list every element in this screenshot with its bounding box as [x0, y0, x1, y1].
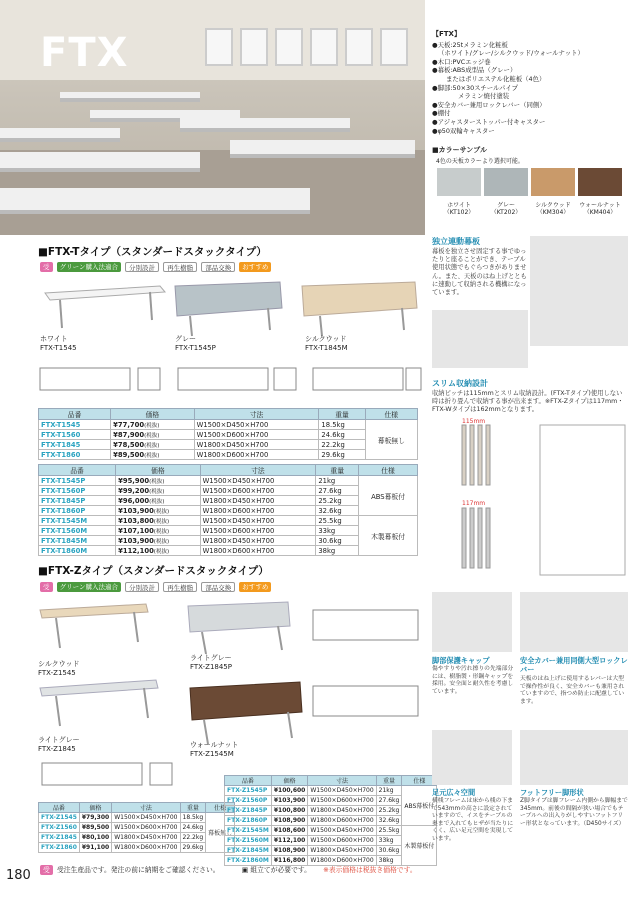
cell-price: ¥95,900 — [118, 476, 150, 485]
cell-price: ¥100,600 — [271, 786, 308, 796]
swatch-code: （KM304） — [536, 209, 570, 216]
caption-model: FTX-Z1545M — [190, 749, 234, 758]
z-table-2 — [224, 775, 437, 866]
cell-code: FTX-T1560 — [39, 430, 111, 440]
th: 価格 — [79, 803, 111, 813]
cell-size: W1800×D450×H700 — [200, 536, 316, 546]
tax-label: (税抜) — [153, 508, 170, 515]
cell-size: W1500×D450×H700 — [200, 476, 316, 486]
spec-line: メラミン焼付塗装 — [458, 92, 510, 101]
cell-price: ¥80,100 — [79, 833, 111, 843]
feature-title: フットフリー脚形状 — [520, 788, 584, 797]
cell-spec: 幕板無し — [365, 420, 417, 460]
th: 寸法 — [200, 465, 316, 476]
cell-size: W1500×D600×H700 — [308, 796, 376, 806]
table-row — [39, 476, 418, 486]
caption-model: FTX-T1545P — [175, 343, 216, 352]
cell-code: FTX-Z1860M — [225, 856, 272, 866]
z-table-1 — [38, 802, 235, 853]
cell-code: FTX-T1560M — [39, 526, 116, 536]
th: 品番 — [39, 465, 116, 476]
z-product-lightgrey-p — [188, 602, 290, 654]
cell-price: ¥103,900 — [118, 506, 154, 515]
feature-title: 独立連動幕板 — [432, 237, 480, 246]
z-caption-3 — [38, 736, 80, 753]
z-product-silkwood — [40, 604, 148, 648]
spec-line: ●アジャスターストッパー付キャスター — [432, 117, 546, 126]
t-caption-2 — [175, 335, 216, 352]
table-row — [39, 843, 235, 853]
th: 重量 — [316, 465, 359, 476]
caption-label: グレー — [175, 335, 196, 343]
th: 品番 — [39, 803, 80, 813]
caption-model: FTX-T1545 — [40, 343, 77, 352]
cell-size: W1500×D450×H700 — [112, 813, 180, 823]
table-row — [39, 430, 418, 440]
cell-weight: 24.6kg — [180, 823, 206, 833]
feature-image — [432, 730, 512, 785]
cell-weight: 22.2kg — [319, 440, 365, 450]
th: 仕様 — [402, 776, 437, 786]
z-caption-1 — [38, 660, 80, 677]
cell-weight: 32.6kg — [376, 816, 402, 826]
cell-price: ¥103,900 — [271, 796, 308, 806]
cell-spec: ABS幕板付 — [402, 786, 437, 826]
swatch-row — [437, 168, 632, 221]
table-header — [39, 409, 418, 420]
cell-code: FTX-T1545 — [39, 420, 111, 430]
cell-weight: 18.5kg — [180, 813, 206, 823]
cell-price: ¥96,000 — [118, 496, 150, 505]
cell-size: W1800×D600×H700 — [200, 506, 316, 516]
caption-label: ライトグレー — [38, 736, 80, 744]
spec-line: ●φ50双輪キャスター — [432, 126, 495, 135]
th: 重量 — [376, 776, 402, 786]
cell-price: ¥89,500 — [79, 823, 111, 833]
assembly-icon: ▣ — [241, 866, 249, 874]
cell-code: FTX-T1545M — [39, 516, 116, 526]
cell-code: FTX-T1860P — [39, 506, 116, 516]
cell-weight: 18.5kg — [319, 420, 365, 430]
t-section-heading: ■FTX-Tタイプ（スタンダードスタックタイプ） — [38, 246, 267, 258]
cell-weight: 32.6kg — [316, 506, 359, 516]
tax-label: (税抜) — [144, 442, 160, 449]
feature-image — [520, 592, 628, 652]
cell-size: W1800×D600×H700 — [194, 450, 319, 460]
cell-weight: 25.5kg — [316, 516, 359, 526]
cell-weight: 29.6kg — [319, 450, 365, 460]
th: 寸法 — [112, 803, 180, 813]
badge: 再生樹脂 — [163, 582, 197, 592]
cell-code: FTX-Z1545P — [225, 786, 272, 796]
swatch-name: シルクウッド — [535, 202, 571, 209]
pink-badge: 受 — [40, 865, 53, 875]
cell-weight: 25.5kg — [376, 826, 402, 836]
cell-price: ¥79,300 — [79, 813, 111, 823]
tax-label: (税抜) — [144, 422, 160, 429]
footer-note-3: ※表示価格は税抜き価格です。 — [323, 866, 417, 874]
tax-label: (税抜) — [149, 488, 165, 495]
th: 重量 — [319, 409, 365, 420]
tax-label: (税抜) — [153, 538, 170, 545]
cell-price: ¥78,500 — [113, 440, 145, 449]
t-table-2 — [38, 464, 418, 556]
th: 仕様 — [206, 803, 235, 813]
cell-weight: 21kg — [376, 786, 402, 796]
cell-code: FTX-Z1860P — [225, 816, 272, 826]
cell-size: W1800×D450×H700 — [308, 806, 376, 816]
caption-label: シルクウッド — [38, 660, 80, 668]
z-section-heading: ■FTX-Zタイプ（スタンダードスタックタイプ） — [38, 565, 269, 577]
tax-label: (税抜) — [149, 478, 165, 485]
spec-line: ●幕板:ABS成型品（グレー） — [432, 66, 517, 75]
badge: 再生樹脂 — [163, 262, 197, 272]
z-product-lightgrey — [40, 680, 158, 726]
cell-price: ¥99,200 — [118, 486, 150, 495]
cell-code: FTX-Z1860 — [39, 843, 80, 853]
cell-size: W1800×D600×H700 — [308, 816, 376, 826]
cell-price: ¥108,900 — [271, 846, 308, 856]
feature-text: 傷やすりや汚れ擦りの先端部分には、樹脂製・形鋼キャップを採用。安全面と耐久性を考慮しています。 — [432, 666, 514, 695]
cell-spec: 幕板無し — [206, 813, 235, 853]
z-product-images — [38, 598, 428, 758]
cell-price: ¥103,900 — [118, 536, 154, 545]
swatch-name: ウォールナット — [579, 202, 621, 209]
table-header — [39, 465, 418, 476]
cell-weight: 33kg — [316, 526, 359, 536]
pink-badge: 受 — [40, 262, 53, 272]
th: 仕様 — [365, 409, 417, 420]
swatch-code: （KM404） — [583, 209, 617, 216]
cell-code: FTX-Z1845 — [39, 833, 80, 843]
cell-code: FTX-T1860 — [39, 450, 111, 460]
table-row — [39, 813, 235, 823]
table-row — [39, 516, 418, 526]
cell-price: ¥107,100 — [118, 526, 154, 535]
badge: 分別設計 — [125, 582, 159, 592]
cell-code: FTX-Z1560 — [39, 823, 80, 833]
swatch-grey — [484, 168, 528, 196]
z-badges — [40, 582, 273, 594]
spec-line: ●棚付 — [432, 109, 451, 118]
table-row — [39, 420, 418, 430]
cell-code: FTX-T1560P — [39, 486, 116, 496]
cell-price: ¥103,800 — [118, 516, 154, 525]
badge: 部品交換 — [201, 262, 235, 272]
cell-weight: 24.6kg — [319, 430, 365, 440]
cell-weight: 27.6kg — [376, 796, 402, 806]
cell-price: ¥87,900 — [113, 430, 145, 439]
cell-size: W1500×D600×H700 — [200, 526, 316, 536]
t-caption-1 — [40, 335, 77, 352]
cell-size: W1800×D450×H700 — [308, 846, 376, 856]
cell-spec: 木製幕板付 — [402, 826, 437, 866]
spec-line: ●天板:25tメラミン化粧板 — [432, 40, 508, 49]
t-product-silkwood — [302, 282, 417, 336]
cell-code: FTX-T1845M — [39, 536, 116, 546]
t-product-images — [40, 278, 420, 348]
cell-size: W1500×D600×H700 — [194, 430, 319, 440]
cell-price: ¥108,900 — [271, 816, 308, 826]
cell-size: W1800×D600×H700 — [308, 856, 376, 866]
feature-title: スリム収納設計 — [432, 379, 488, 388]
cell-code: FTX-T1845P — [39, 496, 116, 506]
tax-label: (税抜) — [153, 548, 170, 555]
cell-price: ¥89,500 — [113, 450, 145, 459]
dim-115: 115mm — [462, 418, 486, 425]
cell-weight: 25.2kg — [376, 806, 402, 816]
cell-weight: 21kg — [316, 476, 359, 486]
tax-label: (税抜) — [153, 518, 170, 525]
page-number: 180 — [6, 868, 31, 883]
th: 仕様 — [359, 465, 418, 476]
feature-image — [432, 592, 512, 652]
cell-price: ¥77,700 — [113, 420, 145, 429]
spec-line: またはポリエステル化粧板（4色） — [446, 74, 546, 83]
cell-weight: 30.6kg — [316, 536, 359, 546]
caption-model: FTX-Z1545 — [38, 668, 76, 677]
swatch-white — [437, 168, 481, 196]
caption-label: シルクウッド — [305, 335, 347, 343]
z-product-walnut — [190, 682, 302, 744]
th: 品番 — [225, 776, 272, 786]
cell-code: FTX-Z1545M — [225, 826, 272, 836]
spec-heading: 【FTX】 — [432, 30, 461, 38]
spec-block — [432, 30, 630, 135]
cell-size: W1500×D450×H700 — [308, 786, 376, 796]
pink-badge: 受 — [40, 582, 53, 592]
table-row — [225, 826, 437, 836]
z-dimension-drawing — [38, 757, 218, 799]
spec-line: ●脚部:50×30スチールパイプ — [432, 83, 518, 92]
th: 寸法 — [308, 776, 376, 786]
cell-weight: 38kg — [316, 546, 359, 556]
green-badge: グリーン購入法適合 — [57, 582, 121, 592]
cell-size: W1800×D600×H700 — [112, 843, 180, 853]
cell-weight: 25.2kg — [316, 496, 359, 506]
recommend-badge: おすすめ — [239, 262, 271, 272]
cell-code: FTX-Z1845M — [225, 846, 272, 856]
t-product-white — [45, 286, 165, 328]
cell-spec: ABS幕板付 — [359, 476, 418, 516]
table-row — [39, 440, 418, 450]
tax-label: (税抜) — [149, 498, 165, 505]
feature-text: 収納ピッチは115mmとスリム収納設計。(FTX-Tタイプ)使用しない時は折り畳んで収納する事が出来ます。※FTX-Zタイプは117mm・FTX-Wタイプは162mmとなります。 — [432, 390, 624, 414]
cell-price: ¥91,100 — [79, 843, 111, 853]
caption-label: ライトグレー — [190, 654, 232, 662]
t-badges — [40, 262, 273, 274]
table-row — [39, 833, 235, 843]
cell-weight: 22.2kg — [180, 833, 206, 843]
cell-price: ¥108,600 — [271, 826, 308, 836]
table-header — [39, 803, 235, 813]
table-row — [39, 823, 235, 833]
footer-note-1: 受注生産品です。発注の前に納期をご確認ください。 — [56, 866, 220, 874]
swatch-silkwood — [531, 168, 575, 196]
t-product-grey — [175, 282, 282, 336]
cell-price: ¥112,100 — [271, 836, 308, 846]
cell-weight: 38kg — [376, 856, 402, 866]
swatch-name: ホワイト — [447, 202, 471, 209]
cell-code: FTX-Z1560M — [225, 836, 272, 846]
cell-size: W1800×D600×H700 — [200, 546, 316, 556]
t-dimension-drawings — [38, 360, 423, 405]
table-row — [39, 450, 418, 460]
caption-model: FTX-Z1845P — [190, 662, 232, 671]
feature-text: 天板のはね上げに使用するレバーは大型で操作性が良く、安全カバーも兼用されていますので、指つめ防止に配慮しています。 — [520, 676, 625, 705]
cell-code: FTX-Z1560P — [225, 796, 272, 806]
cell-size: W1500×D600×H700 — [112, 823, 180, 833]
cell-code: FTX-Z1845P — [225, 806, 272, 816]
feature-title: 安全カバー兼用同側大型ロックレバー — [520, 656, 628, 674]
cell-price: ¥100,800 — [271, 806, 308, 816]
footer-notes — [40, 864, 636, 875]
colors-note: 4色の天板カラーより選択可能。 — [436, 158, 524, 165]
feature-text: 幕板を独立させ固定する事でゆったりと座ることができ、テーブル使用状態でもぐらつきがありません。また、天板のはね上げとともに速動して収納される機構になっています。 — [432, 248, 527, 297]
th: 価格 — [271, 776, 308, 786]
footer-note-2: 組立てが必要です。 — [250, 866, 311, 874]
t-table-1 — [38, 408, 418, 460]
feature-text: Z脚タイプは脚フレーム内側から脚幅まで345mm。前後の間隔が狭い場合でもテーブルへの出入りがしやすいフットフリー形状となっています。（D450サイズ） — [520, 798, 628, 827]
z-caption-4 — [190, 741, 238, 758]
swatch-code: （KT202） — [490, 209, 522, 216]
th: 価格 — [111, 409, 194, 420]
cell-code: FTX-Z1545 — [39, 813, 80, 823]
swatch-walnut — [578, 168, 622, 196]
cell-weight: 29.6kg — [180, 843, 206, 853]
cell-size: W1500×D600×H700 — [308, 836, 376, 846]
cell-size: W1800×D450×H700 — [194, 440, 319, 450]
table-header — [225, 776, 437, 786]
cell-code: FTX-T1545P — [39, 476, 116, 486]
spec-line: ●安全カバー兼用ロックレバー（同側） — [432, 100, 546, 109]
caption-model: FTX-Z1845 — [38, 744, 76, 753]
recommend-badge: おすすめ — [239, 582, 271, 592]
feature-image — [530, 236, 628, 346]
cell-size: W1500×D450×H700 — [194, 420, 319, 430]
table-row — [225, 786, 437, 796]
cell-weight: 30.6kg — [376, 846, 402, 856]
cell-size: W1500×D600×H700 — [200, 486, 316, 496]
cell-size: W1800×D450×H700 — [200, 496, 316, 506]
cell-price: ¥112,100 — [118, 546, 154, 555]
feature-text: 横桟フレームは床から桟の下まで543mmの高さに設定されていますので、イスをテーブルの奥まで入れてもヒザが当たりにくく、広い足元空間を実現しています。 — [432, 798, 514, 842]
badge: 分別設計 — [125, 262, 159, 272]
caption-model: FTX-T1845M — [305, 343, 348, 352]
page-title: FTX — [40, 30, 129, 76]
swatch-code: （KT102） — [443, 209, 475, 216]
caption-label: ウォールナット — [190, 741, 239, 749]
feature-title: 脚部保護キャップ — [432, 656, 490, 665]
spec-line: （ホワイト/グレー/シルクウッド/ウォールナット） — [438, 49, 584, 58]
cell-size: W1500×D450×H700 — [200, 516, 316, 526]
th: 重量 — [180, 803, 206, 813]
cell-weight: 33kg — [376, 836, 402, 846]
tax-label: (税抜) — [144, 452, 160, 459]
dim-117: 117mm — [462, 500, 486, 507]
cell-price: ¥116,800 — [271, 856, 308, 866]
th: 品番 — [39, 409, 111, 420]
feature-image — [432, 310, 528, 368]
colors-heading: ■カラーサンプル — [432, 146, 487, 154]
cell-weight: 27.6kg — [316, 486, 359, 496]
caption-label: ホワイト — [40, 335, 68, 343]
cell-code: FTX-T1845 — [39, 440, 111, 450]
t-caption-3 — [305, 335, 348, 352]
cell-size: W1800×D450×H700 — [112, 833, 180, 843]
cell-size: W1500×D450×H700 — [308, 826, 376, 836]
green-badge: グリーン購入法適合 — [57, 262, 121, 272]
th: 価格 — [116, 465, 200, 476]
tax-label: (税抜) — [153, 528, 170, 535]
tax-label: (税抜) — [144, 432, 160, 439]
feature-title: 足元広々空間 — [432, 788, 476, 797]
feature-image — [520, 730, 628, 785]
th: 寸法 — [194, 409, 319, 420]
spec-line: ●木口:PVCエッジ巻 — [432, 57, 491, 66]
badge: 部品交換 — [201, 582, 235, 592]
swatch-name: グレー — [496, 202, 515, 209]
z-caption-2 — [190, 654, 232, 671]
cell-spec: 木製幕板付 — [359, 516, 418, 556]
cell-code: FTX-T1860M — [39, 546, 116, 556]
